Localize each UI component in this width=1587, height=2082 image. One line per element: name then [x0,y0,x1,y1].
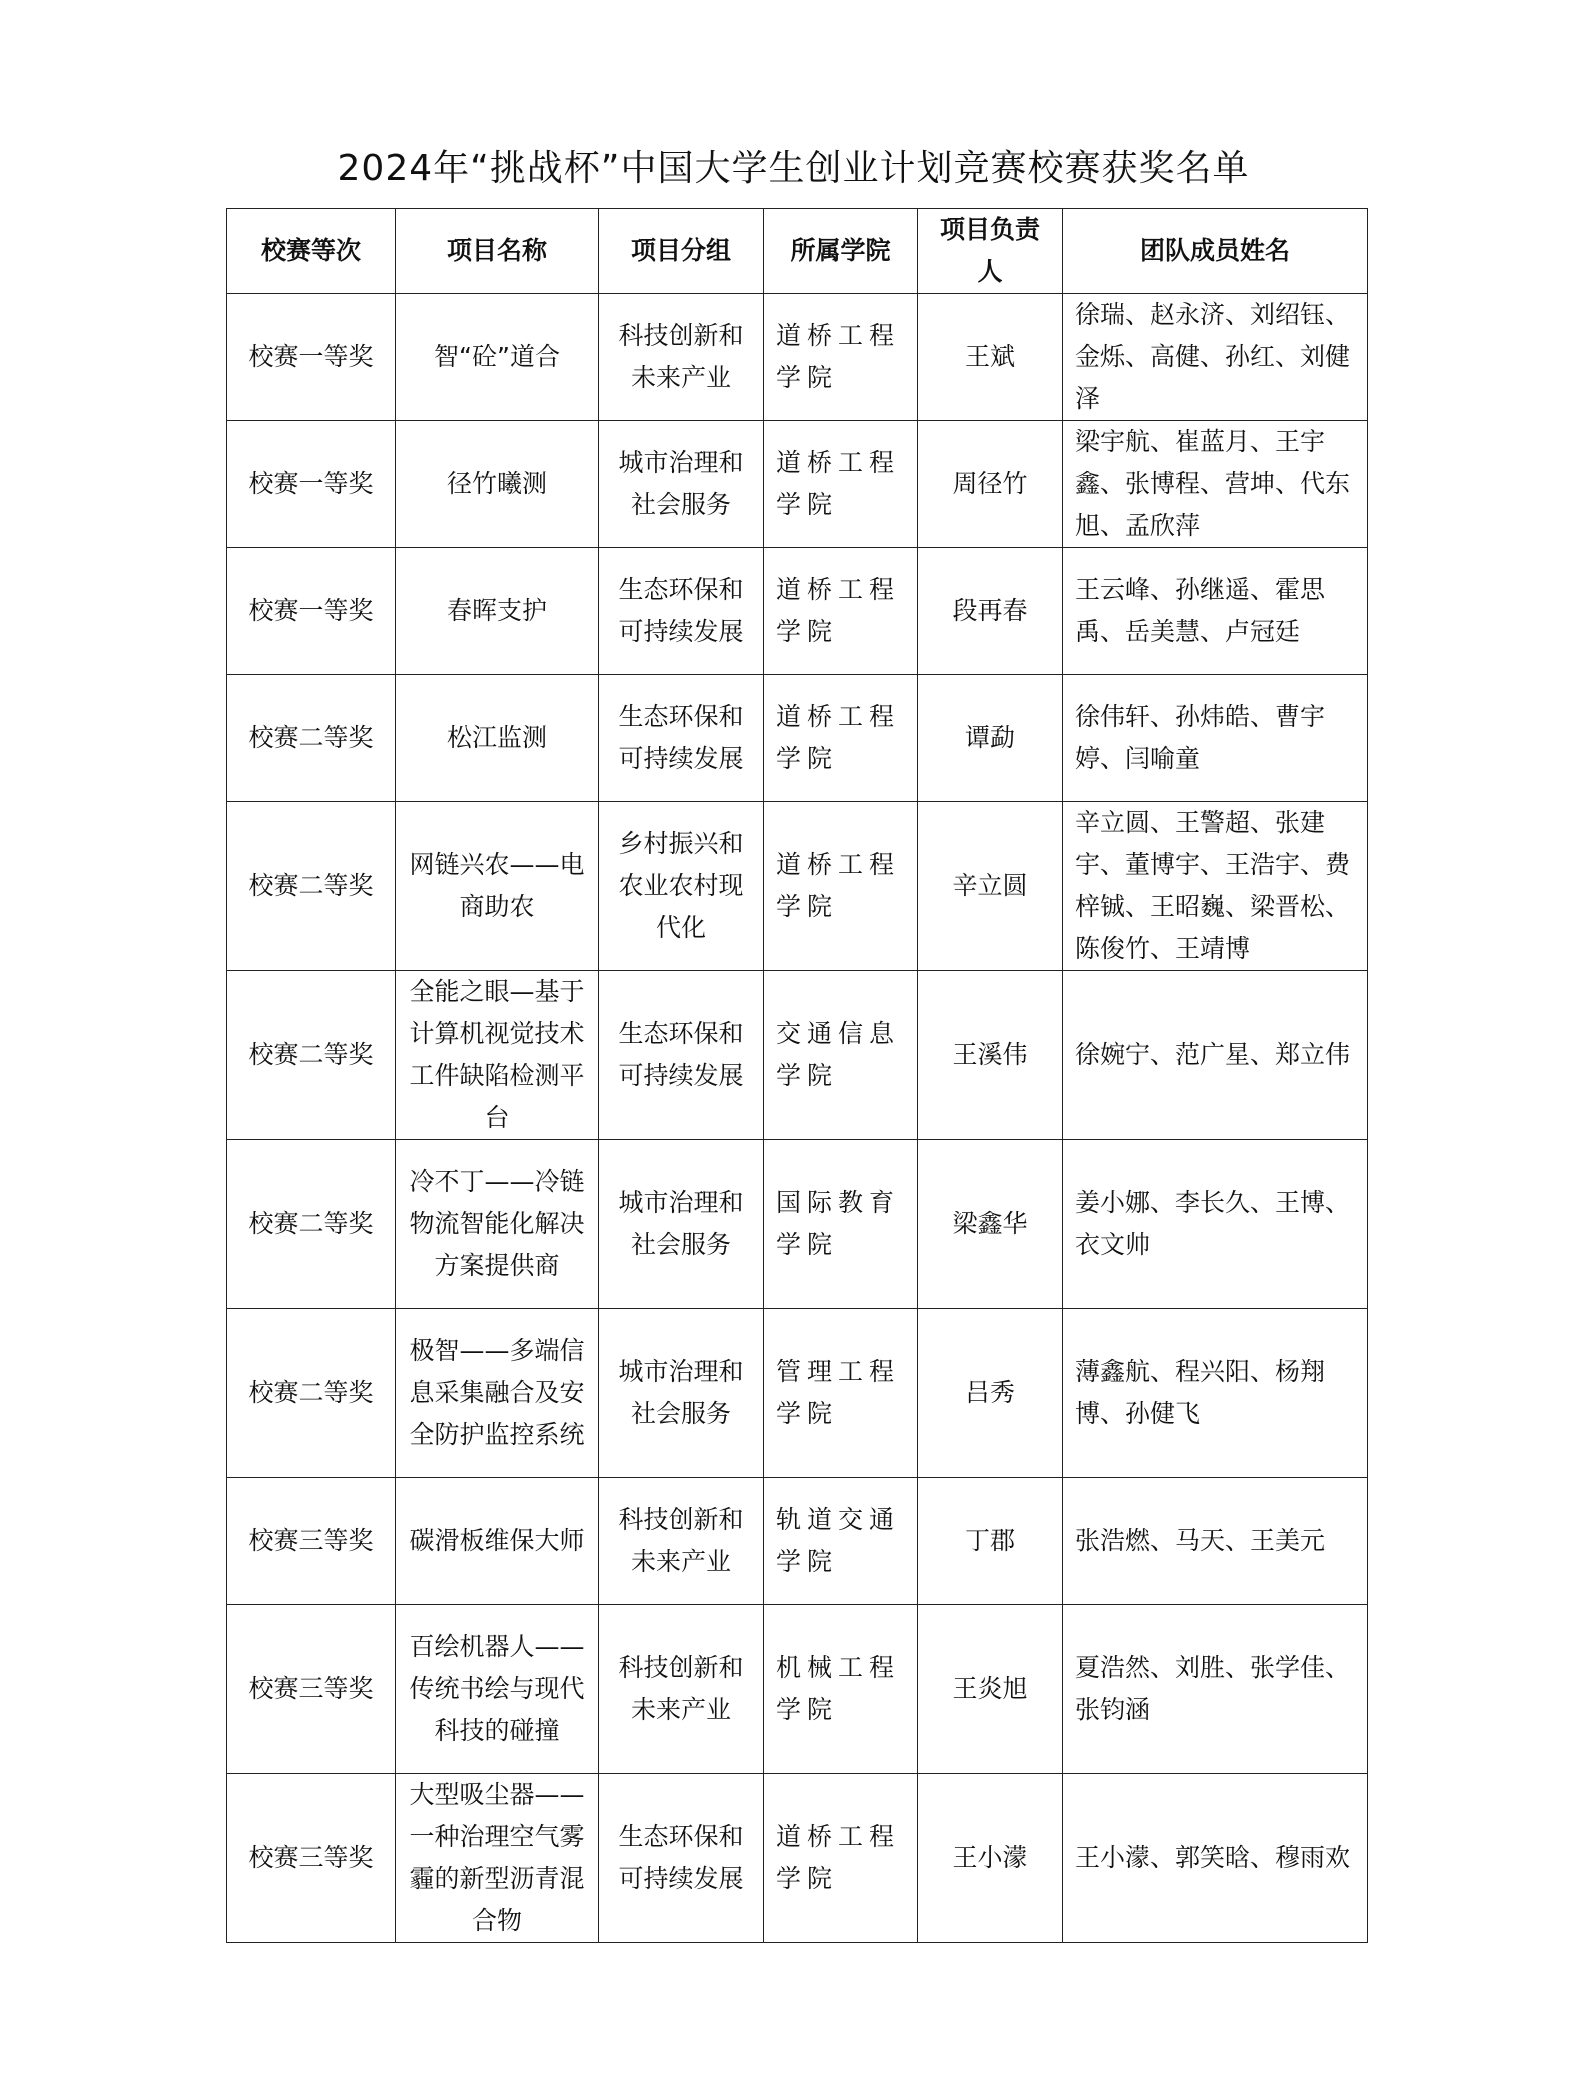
table-row [227,971,1368,1140]
college-cell: 道桥工程学院 [764,294,918,421]
leader-cell: 王小濛 [918,1774,1063,1943]
leader-cell: 王溪伟 [918,971,1063,1140]
leader-cell: 谭勐 [918,675,1063,802]
table-row [227,675,1368,802]
awards-table [226,208,1368,1943]
header-project-group: 项目分组 [599,209,764,294]
leader-cell: 辛立圆 [918,802,1063,971]
leader-cell: 丁郡 [918,1478,1063,1605]
team-cell: 张浩燃、马天、王美元 [1063,1478,1368,1605]
project-group-cell: 科技创新和未来产业 [599,1605,764,1774]
project-name-cell: 径竹曦测 [396,421,599,548]
team-cell: 姜小娜、李长久、王博、衣文帅 [1063,1140,1368,1309]
project-name-cell: 智“砼”道合 [396,294,599,421]
leader-cell: 周径竹 [918,421,1063,548]
project-group-cell: 生态环保和可持续发展 [599,971,764,1140]
award-cell: 校赛一等奖 [227,421,396,548]
leader-cell: 王斌 [918,294,1063,421]
leader-cell: 段再春 [918,548,1063,675]
project-group-cell: 生态环保和可持续发展 [599,548,764,675]
project-group-cell: 生态环保和可持续发展 [599,1774,764,1943]
team-cell: 薄鑫航、程兴阳、杨翔博、孙健飞 [1063,1309,1368,1478]
project-name-cell: 网链兴农——电商助农 [396,802,599,971]
college-cell: 道桥工程学院 [764,1774,918,1943]
table-row [227,1140,1368,1309]
project-group-cell: 生态环保和可持续发展 [599,675,764,802]
table-row [227,1605,1368,1774]
project-name-cell: 松江监测 [396,675,599,802]
college-cell: 交通信息学院 [764,971,918,1140]
project-group-cell: 城市治理和社会服务 [599,1309,764,1478]
award-cell: 校赛二等奖 [227,1309,396,1478]
team-cell: 梁宇航、崔蓝月、王宇鑫、张博程、营坤、代东旭、孟欣萍 [1063,421,1368,548]
team-cell: 夏浩然、刘胜、张学佳、张钧涵 [1063,1605,1368,1774]
project-name-cell: 全能之眼—基于计算机视觉技术工件缺陷检测平台 [396,971,599,1140]
leader-cell: 王炎旭 [918,1605,1063,1774]
team-cell: 辛立圆、王警超、张建宇、董博宇、王浩宇、费梓铖、王昭巍、梁晋松、陈俊竹、王靖博 [1063,802,1368,971]
table-row [227,802,1368,971]
college-cell: 道桥工程学院 [764,802,918,971]
award-cell: 校赛三等奖 [227,1478,396,1605]
college-cell: 轨道交通学院 [764,1478,918,1605]
table-row [227,421,1368,548]
team-cell: 王小濛、郭笑晗、穆雨欢 [1063,1774,1368,1943]
project-name-cell: 极智——多端信息采集融合及安全防护监控系统 [396,1309,599,1478]
college-cell: 道桥工程学院 [764,548,918,675]
table-row [227,1309,1368,1478]
award-cell: 校赛一等奖 [227,294,396,421]
leader-cell: 梁鑫华 [918,1140,1063,1309]
table-row [227,294,1368,421]
leader-cell: 吕秀 [918,1309,1063,1478]
award-cell: 校赛三等奖 [227,1605,396,1774]
award-cell: 校赛一等奖 [227,548,396,675]
table-row [227,1478,1368,1605]
award-cell: 校赛二等奖 [227,1140,396,1309]
award-cell: 校赛三等奖 [227,1774,396,1943]
team-cell: 徐婉宁、范广星、郑立伟 [1063,971,1368,1140]
college-cell: 道桥工程学院 [764,675,918,802]
header-college: 所属学院 [764,209,918,294]
project-group-cell: 城市治理和社会服务 [599,1140,764,1309]
award-cell: 校赛二等奖 [227,971,396,1140]
college-cell: 机械工程学院 [764,1605,918,1774]
project-group-cell: 科技创新和未来产业 [599,294,764,421]
college-cell: 管理工程学院 [764,1309,918,1478]
team-cell: 王云峰、孙继遥、霍思禹、岳美慧、卢冠廷 [1063,548,1368,675]
project-group-cell: 乡村振兴和农业农村现代化 [599,802,764,971]
header-leader: 项目负责人 [918,209,1063,294]
table-row [227,1774,1368,1943]
header-team: 团队成员姓名 [1063,209,1368,294]
team-cell: 徐瑞、赵永济、刘绍钰、金烁、高健、孙红、刘健泽 [1063,294,1368,421]
award-cell: 校赛二等奖 [227,675,396,802]
table-header-row [227,209,1368,294]
college-cell: 国际教育学院 [764,1140,918,1309]
award-cell: 校赛二等奖 [227,802,396,971]
project-name-cell: 碳滑板维保大师 [396,1478,599,1605]
project-name-cell: 春晖支护 [396,548,599,675]
page-title: 2024年“挑战杯”中国大学生创业计划竞赛校赛获奖名单 [337,148,1250,189]
project-name-cell: 冷不丁——冷链物流智能化解决方案提供商 [396,1140,599,1309]
project-group-cell: 科技创新和未来产业 [599,1478,764,1605]
header-project-name: 项目名称 [396,209,599,294]
project-name-cell: 大型吸尘器——一种治理空气雾霾的新型沥青混合物 [396,1774,599,1943]
header-award: 校赛等次 [227,209,396,294]
team-cell: 徐伟轩、孙炜皓、曹宇婷、闫喻童 [1063,675,1368,802]
table-row [227,548,1368,675]
college-cell: 道桥工程学院 [764,421,918,548]
project-group-cell: 城市治理和社会服务 [599,421,764,548]
project-name-cell: 百绘机器人——传统书绘与现代科技的碰撞 [396,1605,599,1774]
